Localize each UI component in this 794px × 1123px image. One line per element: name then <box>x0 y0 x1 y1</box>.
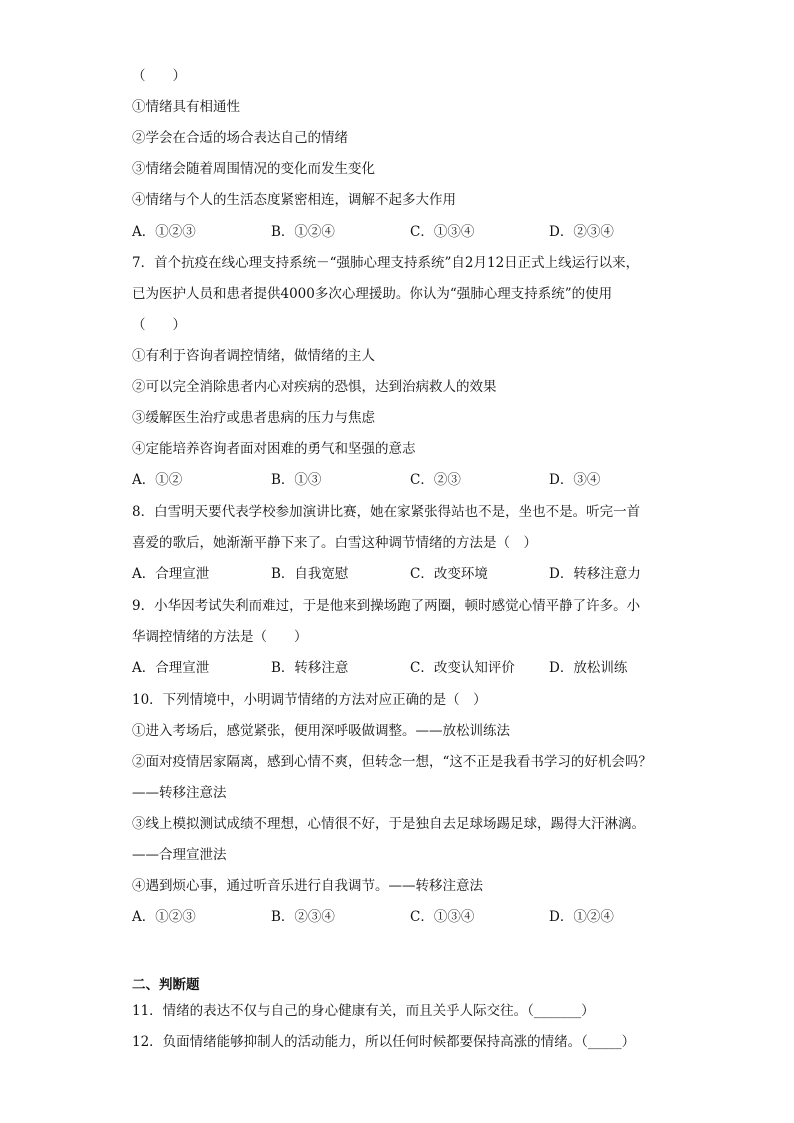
q7-item-2: ②可以完全消除患者内心对疾病的恐惧，达到治病救人的效果 <box>132 379 497 395</box>
q10-item-2-line1: ②面对疫情居家隔离，感到心情不爽，但转念一想，“这不正是我看书学习的好机会吗？ <box>132 754 652 770</box>
q6-option-d: D．②③④ <box>549 224 614 240</box>
q10-option-a: A．①②③ <box>132 909 196 925</box>
q8-stem-line2: 喜爱的歌后，她渐渐平静下来了。白雪这种调节情绪的方法是（ ） <box>132 535 537 551</box>
q9-option-a: A．合理宣泄 <box>132 660 210 676</box>
q7-item-4: ④定能培养咨询者面对困难的勇气和坚强的意志 <box>132 441 416 457</box>
q7-item-3: ③缓解医生治疗或患者患病的压力与焦虑 <box>132 410 375 426</box>
q7-item-1: ①有利于咨询者调控情绪，做情绪的主人 <box>132 348 375 364</box>
q10-item-1: ①进入考场后，感觉紧张，便用深呼吸做调整。——放松训练法 <box>132 723 510 739</box>
q8-option-c: C．改变环境 <box>410 566 488 582</box>
q9-stem-line2: 华调控情绪的方法是（ ） <box>132 629 308 645</box>
q6-option-a: A．①②③ <box>132 224 196 240</box>
q10-options <box>132 907 732 927</box>
q7-stem-line2: 已为医护人员和患者提供4000多次心理援助。你认为“强肺心理支持系统”的使用 <box>132 286 613 302</box>
q9-option-c: C．改变认知评价 <box>410 660 515 676</box>
q6-option-c: C．①③④ <box>410 224 475 240</box>
q6-paren: （ ） <box>132 68 186 84</box>
q7-stem-line1: 7．首个抗疫在线心理支持系统－“强肺心理支持系统”自2月12日正式上线运行以来， <box>132 255 640 271</box>
q8-options <box>132 564 732 584</box>
q10-option-b: B．②③④ <box>271 909 335 925</box>
q9-option-d: D．放松训练 <box>549 660 628 676</box>
q10-option-d: D．①②④ <box>549 909 614 925</box>
q8-stem-line1: 8．白雪明天要代表学校参加演讲比赛，她在家紧张得站也不是，坐也不是。听完一首 <box>132 504 641 520</box>
q10-option-c: C．①③④ <box>410 909 475 925</box>
q9-stem-line1: 9．小华因考试失利而难过，于是他来到操场跑了两圈，顿时感觉心情平静了许多。小 <box>132 598 641 614</box>
section-title-judgement: 二、判断题 <box>132 977 200 993</box>
q7-option-c: C．②③ <box>410 472 461 488</box>
q7-paren: （ ） <box>132 317 186 333</box>
q10-item-4: ④遇到烦心事，通过听音乐进行自我调节。——转移注意法 <box>132 878 483 894</box>
q7-options <box>132 470 732 490</box>
q10-item-2-line2: ——转移注意法 <box>132 785 227 801</box>
q10-item-3-line2: ——合理宣泄法 <box>132 847 227 863</box>
q6-option-b: B．①②④ <box>271 224 335 240</box>
q8-option-b: B．自我宽慰 <box>271 566 349 582</box>
q6-item-3: ③情绪会随着周围情况的变化而发生变化 <box>132 161 375 177</box>
q7-option-d: D．③④ <box>549 472 601 488</box>
q8-option-d: D．转移注意力 <box>549 566 641 582</box>
q6-item-4: ④情绪与个人的生活态度紧密相连，调解不起多大作用 <box>132 192 456 208</box>
q7-option-a: A．①② <box>132 472 183 488</box>
q10-item-3-line1: ③线上模拟测试成绩不理想，心情很不好，于是独自去足球场踢足球，踢得大汗淋漓。 <box>132 816 645 832</box>
q11-statement: 11．情绪的表达不仅与自己的身心健康有关，而且关乎人际交往。（_______） <box>132 1003 595 1019</box>
q8-option-a: A．合理宣泄 <box>132 566 210 582</box>
q10-stem: 10．下列情境中，小明调节情绪的方法对应正确的是（ ） <box>132 692 487 708</box>
q9-option-b: B．转移注意 <box>271 660 349 676</box>
q9-options <box>132 658 732 678</box>
q6-item-2: ②学会在合适的场合表达自己的情绪 <box>132 130 348 146</box>
q7-option-b: B．①③ <box>271 472 322 488</box>
q6-options <box>132 222 732 242</box>
q12-statement: 12．负面情绪能够抑制人的活动能力，所以任何时候都要保持高涨的情绪。（_____） <box>132 1034 636 1050</box>
q6-item-1: ①情绪具有相通性 <box>132 99 240 115</box>
